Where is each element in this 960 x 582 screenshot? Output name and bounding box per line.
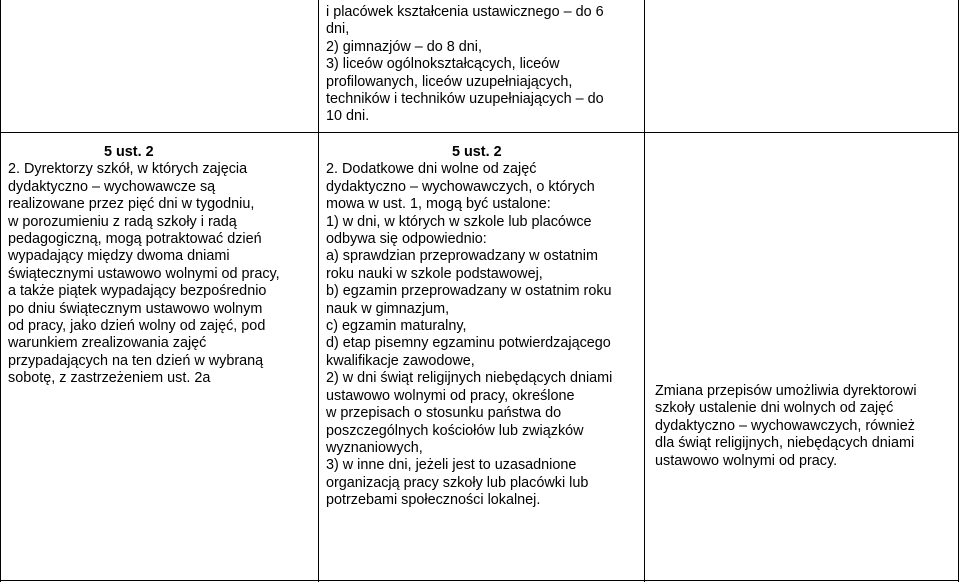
text-line: realizowane przez pięć dni w tygodniu, (8, 196, 255, 213)
text-line: poszczególnych kościołów lub związków (326, 422, 584, 439)
text-line: a) sprawdzian przeprowadzany w ostatnim (326, 248, 598, 265)
text-line: ustawowo wolnymi od pracy, określone (326, 387, 575, 404)
text-line: przypadających na ten dzień w wybraną (8, 352, 264, 369)
table-divider-1 (318, 0, 319, 582)
text-line: potrzebami społeczności lokalnej. (326, 492, 541, 509)
text-line: roku nauki w szkole podstawowej, (326, 265, 543, 282)
text-line: odbywa się odpowiednio: (326, 231, 487, 248)
table-border-left (0, 0, 1, 582)
text-line: w przepisach o stosunku państwa do (326, 405, 562, 422)
text-line: szkoły ustalenie dni wolnych od zajęć (655, 400, 894, 417)
text-line: od pracy, jako dzień wolny od zajęć, pod (8, 318, 266, 335)
left-cell (8, 144, 314, 388)
text-line: dydaktyczno – wychowawczych, o których (326, 178, 595, 195)
section-heading: 5 ust. 2 (452, 144, 502, 160)
text-line: 2) w dni świąt religijnych niebędących dniami (326, 370, 613, 387)
text-line: kwalifikacje zawodowe, (326, 352, 475, 369)
right-cell (655, 383, 955, 470)
middle-cell (326, 144, 640, 510)
text-line: dni, (326, 21, 350, 38)
text-line: b) egzamin przeprowadzany w ostatnim roku (326, 283, 612, 300)
text-line: 2. Dodatkowe dni wolne od zajęć (326, 161, 537, 178)
text-line: ustawowo wolnymi od pracy. (655, 452, 838, 469)
text-line: 10 dni. (326, 108, 370, 125)
text-line: 2. Dyrektorzy szkół, w których zajęcia (8, 161, 248, 178)
row-divider (0, 132, 959, 133)
text-line: 1) w dni, w których w szkole lub placówce (326, 213, 592, 230)
text-line: Zmiana przepisów umożliwia dyrektorowi (655, 383, 917, 399)
text-line: i placówek kształcenia ustawicznego – do 6 (326, 4, 604, 20)
table-border-right (958, 0, 959, 582)
text-line: sobotę, z zastrzeżeniem ust. 2a (8, 370, 211, 387)
text-line: organizacją pracy szkoły lub placówki lub (326, 474, 589, 491)
text-line: dla świąt religijnych, niebędących dniami (655, 435, 915, 452)
text-line: d) etap pisemny egzaminu potwierdzającego (326, 335, 611, 352)
section-heading: 5 ust. 2 (104, 144, 154, 160)
text-line: a także piątek wypadający bezpośrednio (8, 283, 267, 300)
text-line: w porozumieniu z radą szkoły i radą (8, 213, 237, 230)
text-line: nauk w gimnazjum, (326, 300, 450, 317)
table-border-bottom (0, 580, 959, 581)
text-line: c) egzamin maturalny, (326, 318, 467, 335)
text-line: mowa w ust. 1, mogą być ustalone: (326, 196, 551, 213)
text-line: po dniu świątecznym ustawowo wolnym (8, 300, 263, 317)
text-line: 3) liceów ogólnokształcących, liceów (326, 56, 560, 73)
top-middle-cell (326, 4, 638, 126)
text-line: warunkiem zrealizowania zajęć (8, 335, 207, 352)
text-line: profilowanych, liceów uzupełniających, (326, 73, 573, 90)
text-line: wypadający między dwoma dniami (8, 248, 230, 265)
text-line: świątecznymi ustawowo wolnymi od pracy, (8, 265, 280, 282)
text-line: techników i techników uzupełniających – do (326, 91, 604, 108)
text-line: 3) w inne dni, jeżeli jest to uzasadnione (326, 457, 577, 474)
text-line: dydaktyczno – wychowawcze są (8, 178, 216, 195)
text-line: dydaktyczno – wychowawczych, również (655, 417, 915, 434)
text-line: pedagogiczną, mogą potraktować dzień (8, 231, 262, 248)
table-divider-2 (644, 0, 645, 582)
text-line: wyznaniowych, (326, 439, 423, 456)
text-line: 2) gimnazjów – do 8 dni, (326, 38, 482, 55)
